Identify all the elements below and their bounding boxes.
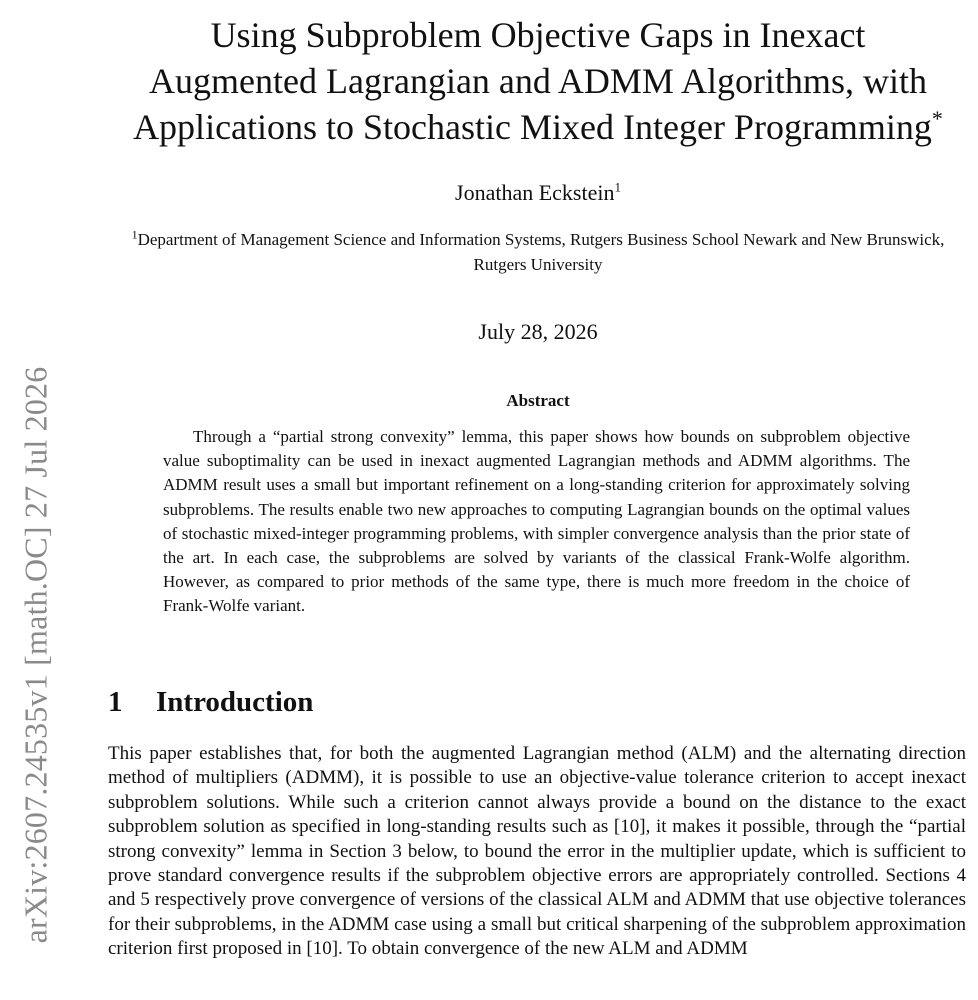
affiliation-text: Department of Management Science and Information Systems, Rutgers Business School Newark and New Brunswick, Rutgers University bbox=[137, 230, 945, 274]
abstract-text: Through a “partial strong convexity” lemma, this paper shows how bounds on subproblem objective value suboptimality can be used in inexact augmented Lagrangian methods and ADMM algorithms. The ADMM result uses a small but important refinement on a long-standing criterion for approximately solving subproblems. The results enable two new approaches to computing Lagrangian bounds on the optimal values of stochastic mixed-integer programming problems, with simpler convergence analysis than the prior state of the art. In each case, the subproblems are solved by variants of the classical Frank-Wolfe algorithm. However, as compared to prior methods of the same type, there is much more freedom in the choice of Frank-Wolfe variant. bbox=[163, 427, 910, 616]
introduction-paragraph: This paper establishes that, for both the augmented Lagrangian method (ALM) and the alternating direction method of multipliers (ADMM), it is possible to use an objective-value tolerance criterion to accept inexact subproblem solutions. While such a criterion cannot always provide a bound on the distance to the exact subproblem solution as specified in long-standing results such as [10], it makes it possible, through the “partial strong convexity” lemma in Section 3 below, to bound the error in the multiplier update, which is sufficient to prove standard convergence results if the subproblem objective errors are appropriately controlled. Sections 4 and 5 respectively prove convergence of versions of the classical ALM and ADMM that use objective tolerances for their subproblems, in the ADMM case using a small but critical sharpening of the subproblem approximation criterion first proposed in [10]. To obtain convergence of the new ALM and ADMM bbox=[108, 743, 966, 960]
author-name: Jonathan Eckstein bbox=[455, 180, 615, 205]
section-number: 1 bbox=[108, 686, 123, 718]
affiliation bbox=[118, 227, 958, 277]
section-heading-introduction bbox=[108, 683, 968, 721]
title-line-3-text: Applications to Stochastic Mixed Integer Programming bbox=[133, 107, 932, 147]
author-line bbox=[108, 178, 968, 208]
author-affiliation-mark[interactable]: 1 bbox=[614, 179, 621, 195]
arxiv-identifier-stamp: arXiv:2607.24535v1 [math.OC] 27 Jul 2026 bbox=[17, 366, 54, 944]
abstract-heading: Abstract bbox=[506, 391, 570, 410]
paper-title bbox=[108, 12, 968, 150]
title-line-2: Augmented Lagrangian and ADMM Algorithms, with bbox=[149, 61, 927, 101]
section-title: Introduction bbox=[156, 686, 314, 718]
affiliation-mark: 1 bbox=[131, 227, 138, 242]
title-footnote-mark[interactable]: * bbox=[931, 106, 943, 131]
title-line-1: Using Subproblem Objective Gaps in Inexact bbox=[210, 15, 866, 55]
paper-date: July 28, 2026 bbox=[478, 319, 598, 344]
title-line-3 bbox=[108, 104, 968, 150]
